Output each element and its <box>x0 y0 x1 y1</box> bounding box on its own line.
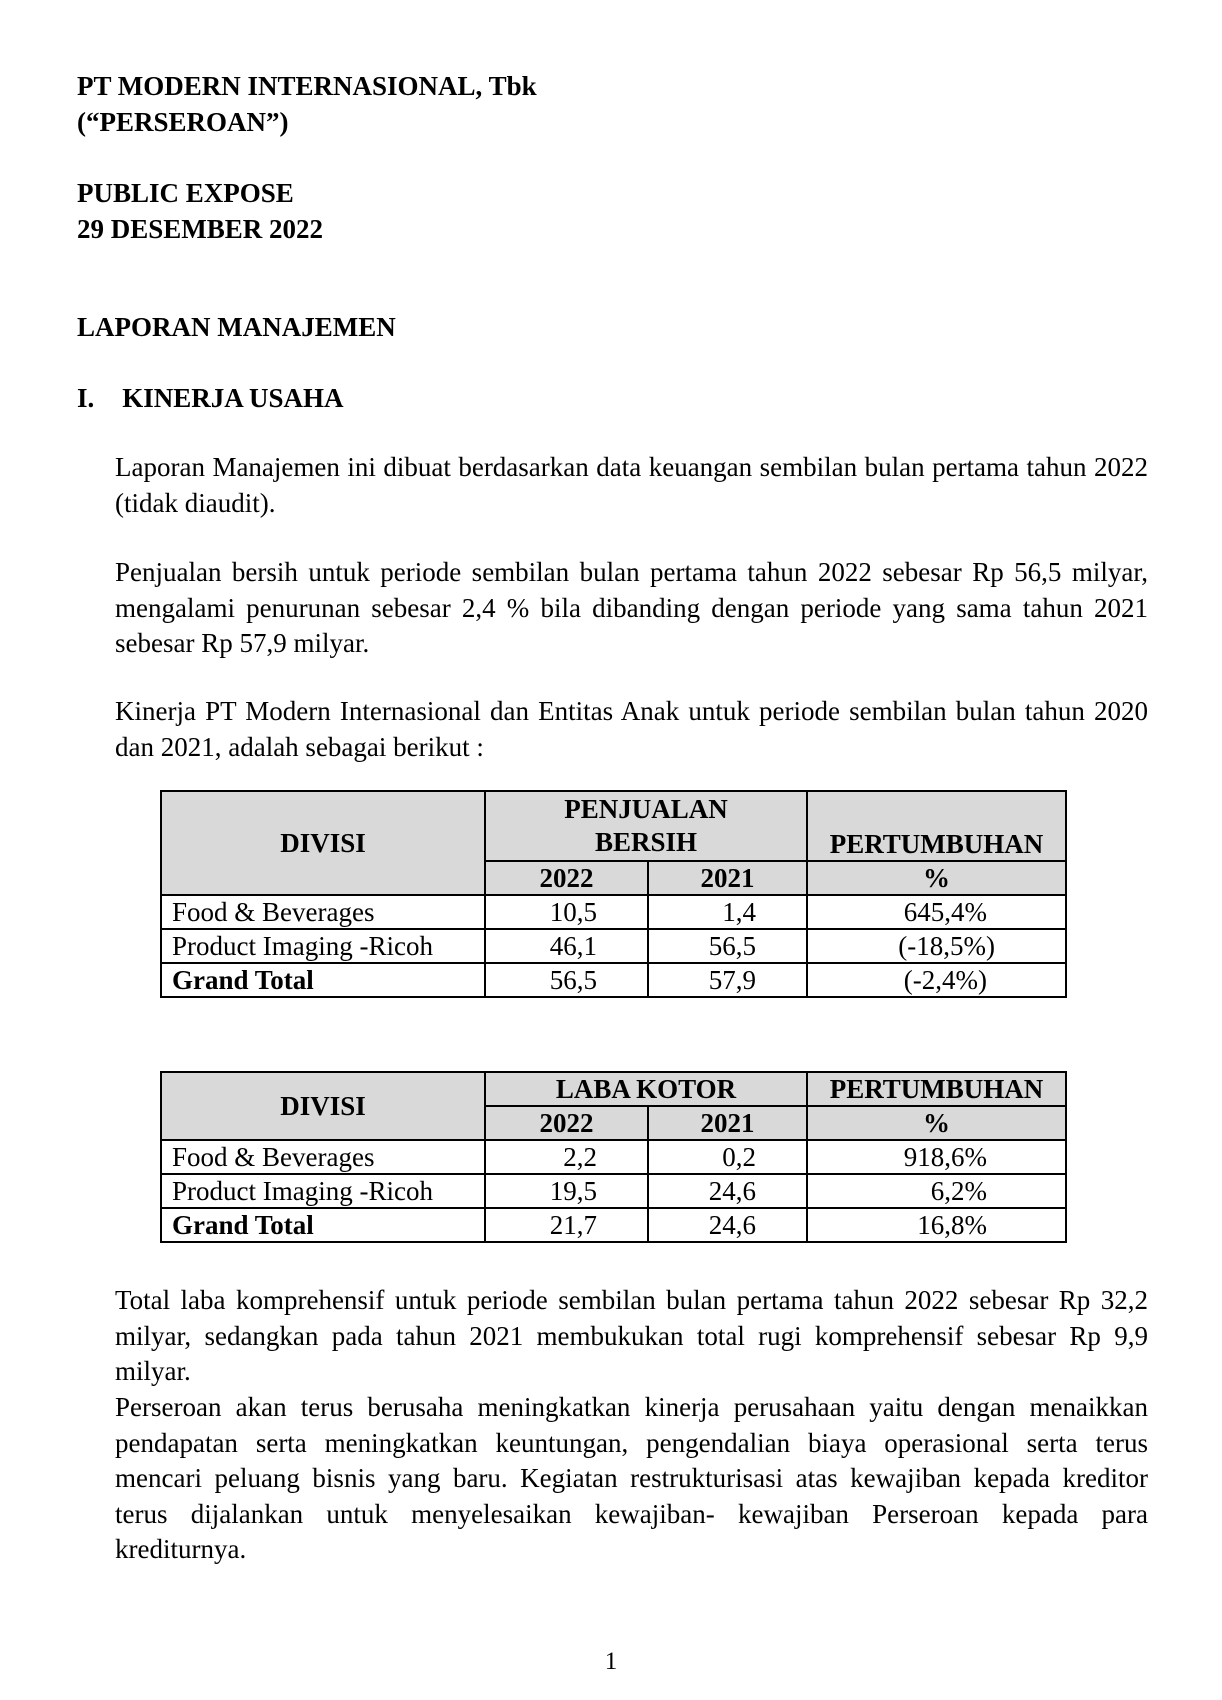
sales-col-group <box>485 791 807 861</box>
company-alias: (“PERSEROAN”) <box>77 107 289 137</box>
sales-row-growth: 645,4% <box>807 895 1066 929</box>
sales-row-divisi: Food & Beverages <box>161 895 485 929</box>
gross-col-2021: 2021 <box>648 1106 807 1140</box>
gross-row-growth: 918,6% <box>807 1140 1066 1174</box>
table-row <box>161 1208 1066 1242</box>
table-row <box>161 963 1066 997</box>
event-date: 29 DESEMBER 2022 <box>77 214 324 244</box>
company-name: PT MODERN INTERNASIONAL, Tbk <box>77 71 537 101</box>
paragraph-performance: Kinerja PT Modern Internasional dan Entitas Anak untuk periode sembilan bulan tahun 2020 dan 2021, adalah sebagai berikut : <box>115 696 1148 762</box>
sales-col-group-line2: BERSIH <box>594 827 698 857</box>
table-row <box>161 1174 1066 1208</box>
section-heading <box>77 380 344 416</box>
paragraph-sales: Penjualan bersih untuk periode sembilan bulan pertama tahun 2022 sebesar Rp 56,5 milyar, mengalami penurunan sebesar 2,4 % bila dibanding dengan periode yang sama tahun 2021 sebesar Rp 57,9 milyar. <box>115 557 1148 658</box>
sales-col-divisi: DIVISI <box>161 791 485 895</box>
gross-profit-table <box>160 1071 1067 1243</box>
sales-row-2021: 57,9 <box>648 963 807 997</box>
sales-row-2022: 10,5 <box>485 895 648 929</box>
paragraph-comprehensive-income: Total laba komprehensif untuk periode sembilan bulan pertama tahun 2022 sebesar Rp 32,2 milyar, sedangkan pada tahun 2021 membukukan total rugi komprehensif sebesar Rp 9,9 milyar. <box>115 1285 1148 1386</box>
gross-row-2022: 2,2 <box>485 1140 648 1174</box>
gross-row-divisi: Grand Total <box>161 1208 485 1242</box>
table-row <box>161 895 1066 929</box>
event-title: PUBLIC EXPOSE <box>77 178 294 208</box>
section-title: KINERJA USAHA <box>122 383 344 413</box>
sales-col-growth-unit: % <box>807 861 1066 895</box>
section-number: I. <box>77 383 95 413</box>
sales-row-2021: 1,4 <box>648 895 807 929</box>
gross-row-2021: 0,2 <box>648 1140 807 1174</box>
sales-col-2022: 2022 <box>485 861 648 895</box>
gross-row-2021: 24,6 <box>648 1174 807 1208</box>
page-number: 1 <box>604 1648 618 1675</box>
gross-col-growth: PERTUMBUHAN <box>807 1072 1066 1106</box>
sales-row-2022: 46,1 <box>485 929 648 963</box>
table-row <box>161 1140 1066 1174</box>
paragraph-intro: Laporan Manajemen ini dibuat berdasarkan data keuangan sembilan bulan pertama tahun 2022 (tidak diaudit). <box>115 452 1148 518</box>
gross-row-divisi: Product Imaging -Ricoh <box>161 1174 485 1208</box>
sales-col-growth: PERTUMBUHAN <box>807 791 1066 861</box>
gross-row-2022: 21,7 <box>485 1208 648 1242</box>
gross-col-group: LABA KOTOR <box>485 1072 807 1106</box>
sales-row-divisi: Product Imaging -Ricoh <box>161 929 485 963</box>
gross-col-divisi: DIVISI <box>161 1072 485 1140</box>
sales-row-2021: 56,5 <box>648 929 807 963</box>
sales-col-2021: 2021 <box>648 861 807 895</box>
sales-row-divisi: Grand Total <box>161 963 485 997</box>
table-row <box>161 929 1066 963</box>
sales-row-growth: (-2,4%) <box>807 963 1066 997</box>
sales-col-group-line1: PENJUALAN <box>564 794 728 824</box>
gross-col-2022: 2022 <box>485 1106 648 1140</box>
report-title: LAPORAN MANAJEMEN <box>77 312 396 342</box>
gross-row-divisi: Food & Beverages <box>161 1140 485 1174</box>
paragraph-outlook: Perseroan akan terus berusaha meningkatkan kinerja perusahaan yaitu dengan menaikkan pendapatan serta meningkatkan keuntungan, pengendalian biaya operasional serta terus mencari peluang bisnis yang baru. Kegiatan restrukturisasi atas kewajiban kepada kreditor terus dijalankan untuk menyelesaikan kewajiban- kewajiban Perseroan kepada para krediturnya. <box>115 1392 1148 1564</box>
gross-row-growth: 6,2% <box>807 1174 1066 1208</box>
gross-col-growth-unit: % <box>807 1106 1066 1140</box>
gross-row-growth: 16,8% <box>807 1208 1066 1242</box>
sales-row-growth: (-18,5%) <box>807 929 1066 963</box>
gross-row-2022: 19,5 <box>485 1174 648 1208</box>
gross-row-2021: 24,6 <box>648 1208 807 1242</box>
sales-table <box>160 790 1067 998</box>
sales-row-2022: 56,5 <box>485 963 648 997</box>
